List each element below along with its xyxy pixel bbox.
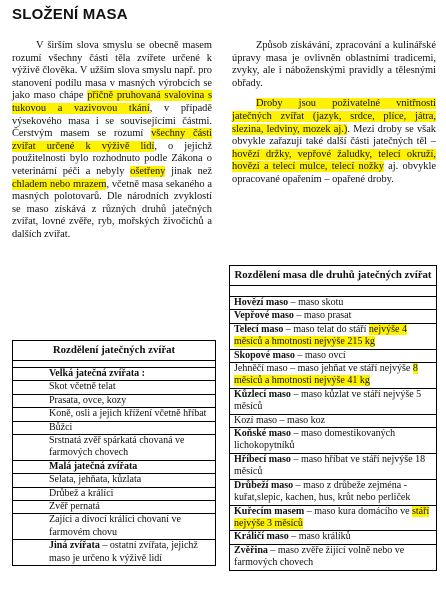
highlighted-text: všechny části zvířat určené k výživě lidí xyxy=(12,128,212,152)
left-column-text xyxy=(12,40,212,242)
table-row: Zvěř pernatá xyxy=(13,501,216,514)
table-row xyxy=(230,531,437,544)
table-row xyxy=(230,310,437,323)
table-row: Bůžci xyxy=(13,421,216,434)
page-title: SLOŽENÍ MASA xyxy=(12,6,128,23)
row-text: – maso ovcí xyxy=(294,349,346,361)
tradition-paragraph: Způsob získávání, zpracování a kulinářské úpravy masa je ovlivněn oblastními tradicemi, zvyky, ale i náboženskými pravidly a tělesnými obřady. xyxy=(232,40,436,89)
text-run: . Mezi droby se však obvykle zařazují také další části jatečných těl – xyxy=(232,123,436,148)
intro-paragraph xyxy=(12,40,212,242)
text-run: V širším slova smyslu se obecně masem rozumí všechny části těla zvířete určené k výživě člověka. V užším slova smyslu např. pro stanovení podílu masa v masných výrobcích se jako maso chápe xyxy=(12,40,212,102)
row-text: Kozí maso – maso koz xyxy=(234,414,326,426)
row-heading: Malá jatečná zvířata xyxy=(49,460,138,472)
row-text: – ostatní zvířata, jejichž maso je určeno k výživě lidí xyxy=(49,540,198,564)
table-row: Selata, jehňata, kůzlata xyxy=(13,474,216,487)
row-text: – maso hříbat ve stáří nejvýše 18 měsíců xyxy=(234,453,426,478)
row-text: – maso králíků xyxy=(288,531,351,543)
text-run: , o jejichž použitelnosti bylo rozhodnuto podle Zákona o veterinární péči a nebyly xyxy=(12,140,212,177)
row-heading: Zvěřina xyxy=(234,544,268,556)
table-row xyxy=(230,414,437,427)
row-text: – maso zvěře žijící volně nebo ve farmových chovech xyxy=(234,544,405,569)
table-row xyxy=(230,453,437,479)
row-heading: Koňské maso xyxy=(234,428,291,440)
highlighted-text: Droby jsou poživatelné vnitřnosti jatečných zvířat (jazyk, srdce, plíce, játra, slezina, ledviny, mozek aj.) xyxy=(232,98,436,135)
text-run: , v případě výsekového masa i se souvisejícími částmi. Čerstvým masem se rozumí xyxy=(12,102,212,140)
row-heading: Kůzlecí maso xyxy=(234,388,291,400)
table-row xyxy=(230,428,437,454)
table-row xyxy=(230,297,437,310)
meat-division-table xyxy=(229,265,437,571)
highlighted-text: stáří nejvýše 3 měsíců xyxy=(234,505,430,529)
row-text: – maso kůzlat ve stáří nejvýše 5 měsíců xyxy=(234,388,422,413)
row-text: – maso kura domácího ve xyxy=(304,505,413,517)
table-row: Koně, osli a jejich křížení včetně hříbat xyxy=(13,408,216,421)
table-row xyxy=(13,368,216,381)
text-run: aj. obvykle opracované opařením – opařené droby. xyxy=(232,161,436,185)
offal-paragraph xyxy=(232,98,436,186)
table-row xyxy=(230,505,437,531)
table-row xyxy=(230,544,437,570)
row-heading: Skopové maso xyxy=(234,349,295,361)
table-row: Srstnatá zvěř spárkatá chovaná ve farmových chovech xyxy=(13,435,216,461)
row-heading: Drůbeží maso xyxy=(234,479,294,491)
row-heading: Kuřecím masem xyxy=(234,505,305,517)
animal-division-table xyxy=(12,340,216,566)
row-text: Jehněčí maso – maso jehňat ve stáří nejvýše xyxy=(234,363,413,375)
highlighted-text: hovězí držky, vepřové žaludky, telecí okruží, hovězí a telecí mulce, telecí nožky xyxy=(232,148,436,173)
table-row xyxy=(230,349,437,362)
highlighted-text: 8 měsíců a hmotnosti nejvýše 41 kg xyxy=(234,363,418,387)
table-row xyxy=(13,460,216,473)
table-row xyxy=(230,363,437,389)
row-heading: Vepřové maso xyxy=(234,310,294,322)
table-header: Rozdělení jatečných zvířat xyxy=(13,341,216,361)
table-row: Drůbež a králíci xyxy=(13,487,216,500)
table-row xyxy=(230,323,437,349)
row-text: – maso domestikovaných lichokopytníků xyxy=(234,428,396,452)
table-row: Zajíci a divocí králíci chovaní ve farmovém chovu xyxy=(13,514,216,540)
highlighted-text: ošetřeny xyxy=(130,165,166,177)
table-row: Prasata, ovce, kozy xyxy=(13,394,216,407)
table-row xyxy=(230,479,437,505)
table-row xyxy=(230,388,437,414)
row-heading: Velká jatečná zvířata : xyxy=(49,368,145,379)
row-text: – maso z drůbeže zejména - kuřat,slepic, kachen, hus, krůt nebo perliček xyxy=(234,479,411,504)
highlighted-text: příčně pruhovaná svalovina s tukovou a vazivovou tkání xyxy=(12,90,212,114)
row-text: – maso skotu xyxy=(288,297,344,308)
table-row xyxy=(13,540,216,566)
text-run: jinak než xyxy=(165,165,213,177)
row-text: – maso telat do stáří xyxy=(283,323,369,335)
text-run: , včetně masa sekaného a masných polotovarů. Dle národních zvyklostí se maso získává z různých druhů jatečných zvířat, lovné zvěře, ryb, mořských živočichů a dalších zvířat. xyxy=(12,178,212,240)
row-heading: Hříbecí maso xyxy=(234,453,291,465)
row-heading: Jiná zvířata xyxy=(49,540,100,552)
table-spacer xyxy=(13,361,216,368)
row-heading: Králičí maso xyxy=(234,531,289,543)
row-text: – maso prasat xyxy=(293,310,352,322)
highlighted-text: nejvýše 4 měsíců a hmotnosti nejvýše 215 kg xyxy=(234,323,407,348)
row-heading: Telecí maso xyxy=(234,323,284,335)
table-header: Rozdělení masa dle druhů jatečných zvířat xyxy=(230,266,437,286)
table-row: Skot včetně telat xyxy=(13,381,216,394)
row-heading: Hovězí maso xyxy=(234,297,289,308)
highlighted-text: chladem nebo mrazem xyxy=(12,178,107,190)
table-spacer xyxy=(230,286,437,297)
right-column-text xyxy=(232,40,436,187)
